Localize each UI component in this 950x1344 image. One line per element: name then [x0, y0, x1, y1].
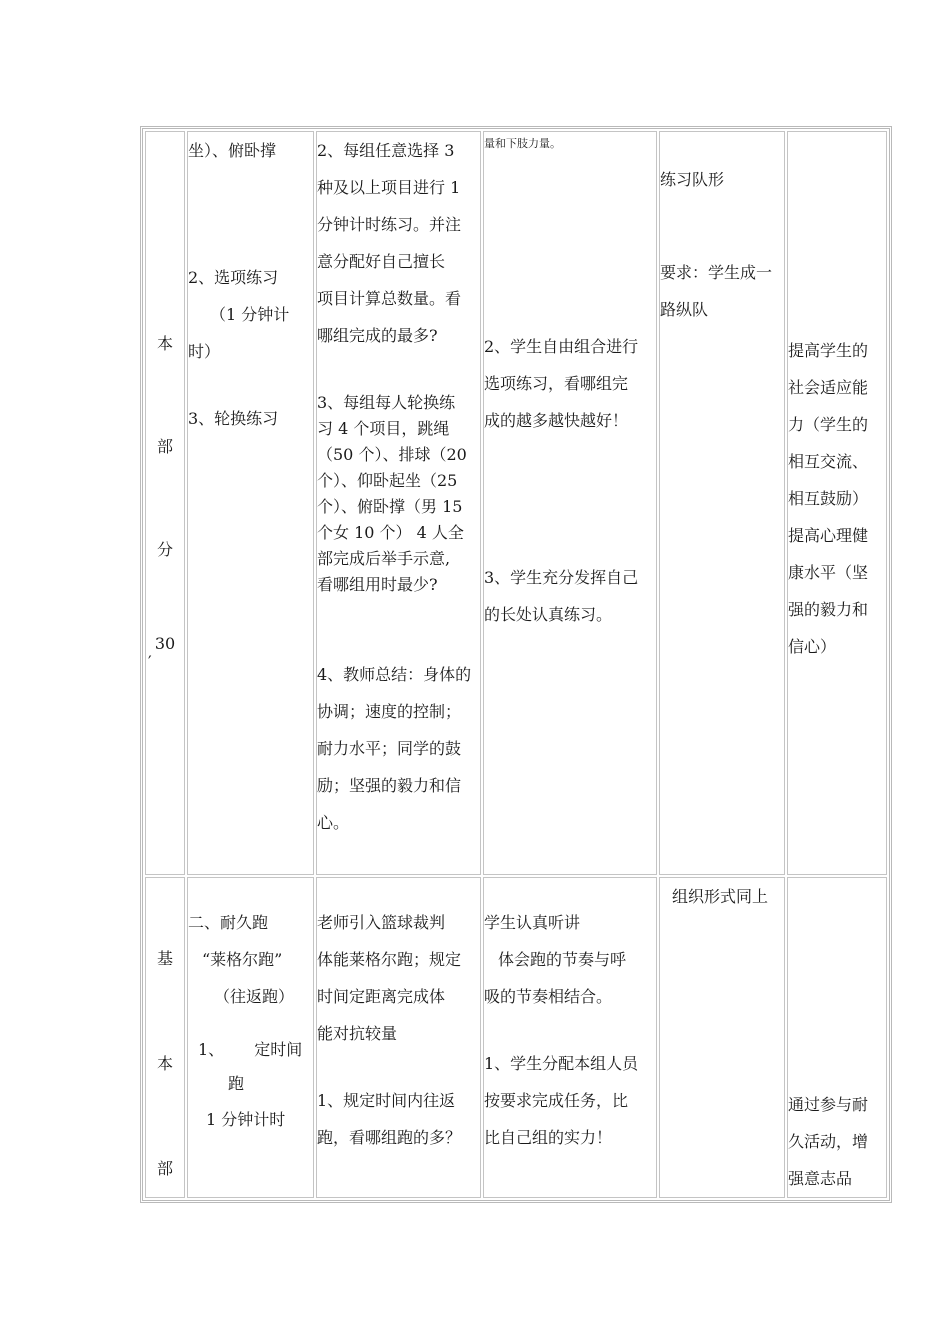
- teacher-text: 时间定距离完成体: [317, 987, 446, 1006]
- student-text: 吸的节奏相结合。: [484, 987, 613, 1006]
- organization-text: 练习队形: [660, 170, 725, 189]
- content-cell: [187, 131, 314, 875]
- teacher-activity-cell: [316, 877, 481, 1198]
- content-text: （1 分钟计: [210, 305, 290, 324]
- table-row: [145, 877, 887, 1198]
- teacher-text: 励；坚强的毅力和信: [317, 776, 462, 795]
- student-text: 的长处认真练习。: [484, 605, 613, 624]
- goal-text: 力（学生的: [788, 415, 869, 434]
- student-activity-cell: [483, 877, 657, 1198]
- student-text: 选项练习，看哪组完: [484, 374, 629, 393]
- goal-text: 相互鼓励）: [788, 489, 869, 508]
- teacher-text: 体能莱格尔跑；规定: [317, 950, 462, 969]
- teacher-text: 分钟计时练习。并注: [317, 215, 462, 234]
- content-text: 跑: [228, 1074, 245, 1093]
- organization-text: 要求：学生成一: [660, 263, 773, 282]
- section-label-char: 本: [156, 334, 173, 353]
- goal-text: 通过参与耐: [788, 1095, 869, 1114]
- content-text: “莱格尔跑”: [202, 950, 283, 969]
- teacher-text: 3、每组每人轮换练: [317, 393, 456, 412]
- teacher-text: 跑，看哪组跑的多？: [317, 1128, 462, 1147]
- content-text: 2、选项练习: [188, 268, 279, 287]
- goal-text: 久活动，增: [788, 1132, 869, 1151]
- student-text: 学生认真听讲: [484, 913, 581, 932]
- teacher-text: 心。: [317, 813, 350, 832]
- teacher-text: 2、每组任意选择 3: [317, 141, 455, 160]
- section-label-cell: [145, 877, 185, 1198]
- teacher-text: 意分配好自己擅长: [317, 252, 446, 271]
- table-row: [145, 131, 887, 875]
- section-label-char: 部: [156, 437, 173, 456]
- goal-text: 强的毅力和: [788, 600, 869, 619]
- content-text: 1、: [198, 1040, 225, 1059]
- teacher-text: 协调；速度的控制；: [317, 702, 462, 721]
- lesson-plan-table: [140, 126, 892, 1203]
- teacher-text: 种及以上项目进行 1: [317, 178, 461, 197]
- student-text: 量和下肢力量。: [484, 137, 561, 150]
- section-label-char: ′: [148, 652, 152, 671]
- content-text: 1 分钟计时: [206, 1110, 286, 1129]
- teacher-text: 能对抗较量: [317, 1024, 398, 1043]
- teacher-text: 看哪组用时最少?: [317, 575, 438, 594]
- goal-text: 信心）: [788, 637, 837, 656]
- student-text: 比自己组的实力！: [484, 1128, 613, 1147]
- content-text: [188, 1031, 313, 1068]
- goal-text: 提高心理健: [788, 526, 869, 545]
- teacher-activity-cell: [316, 131, 481, 875]
- teacher-text: 哪组完成的最多?: [317, 326, 438, 345]
- section-label-char: 本: [156, 1054, 173, 1073]
- teacher-text: 部完成后举手示意,: [317, 549, 451, 568]
- teacher-text: 耐力水平；同学的鼓: [317, 739, 462, 758]
- teacher-text: 4、教师总结：身体的: [317, 665, 472, 684]
- content-text: 时）: [188, 342, 221, 361]
- organization-text: 组织形式同上: [672, 887, 769, 906]
- section-label-char: 30: [154, 634, 176, 653]
- content-text: 3、轮换练习: [188, 409, 279, 428]
- teacher-text: （50 个）、排球（20: [317, 445, 467, 464]
- organization-cell: [659, 131, 785, 875]
- teacher-text: 老师引入篮球裁判: [317, 913, 446, 932]
- teacher-text: 个）、仰卧起坐（25: [317, 471, 458, 490]
- goal-cell: [787, 131, 887, 875]
- goal-text: 康水平（坚: [788, 563, 869, 582]
- organization-cell: [659, 877, 785, 1198]
- section-label-char: 部: [156, 1159, 173, 1178]
- goal-text: 社会适应能: [788, 378, 869, 397]
- goal-cell: [787, 877, 887, 1198]
- goal-text: 强意志品: [788, 1169, 853, 1188]
- student-activity-cell: [483, 131, 657, 875]
- student-text: 1、学生分配本组人员: [484, 1054, 639, 1073]
- section-label-char: 分: [156, 540, 173, 559]
- content-text: 二、耐久跑: [188, 913, 269, 932]
- student-text: 成的越多越快越好！: [484, 411, 629, 430]
- student-text: 体会跑的节奏与呼: [498, 950, 627, 969]
- goal-text: 相互交流、: [788, 452, 869, 471]
- content-text: 定时间: [254, 1040, 303, 1059]
- student-text: 2、学生自由组合进行: [484, 337, 639, 356]
- teacher-text: 项目计算总数量。看: [317, 289, 462, 308]
- content-text: （往返跑）: [214, 987, 295, 1006]
- student-text: 3、学生充分发挥自己: [484, 568, 639, 587]
- section-label-cell: [145, 131, 185, 875]
- teacher-text: 习 4 个项目，跳绳: [317, 419, 450, 438]
- organization-text: 路纵队: [660, 300, 709, 319]
- teacher-text: 1、规定时间内往返: [317, 1091, 456, 1110]
- section-label-char: 基: [156, 949, 173, 968]
- content-text: 坐）、俯卧撑: [188, 141, 277, 160]
- goal-text: 提高学生的: [788, 341, 869, 360]
- teacher-text: 个女 10 个） 4 人全: [317, 523, 464, 542]
- teacher-text: 个）、俯卧撑（男 15: [317, 497, 463, 516]
- content-cell: [187, 877, 314, 1198]
- student-text: 按要求完成任务，比: [484, 1091, 629, 1110]
